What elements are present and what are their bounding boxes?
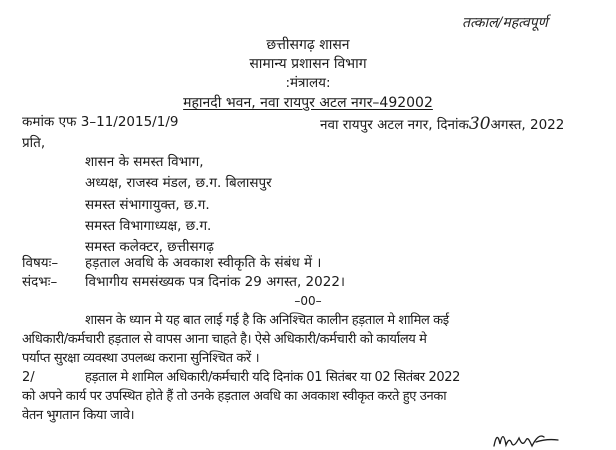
subject-text: हड़ताल अवधि के अवकाश स्वीकृति के संबंध में ।: [85, 255, 322, 271]
paragraph-2-line: को अपने कार्य पर उपस्थित होते हैं तो उनके हड़ताल अवधि का अवकाश स्वीकृत करते हुए उनका: [22, 389, 447, 404]
recipient-item: समस्त विभागाध्यक्ष, छ.ग.: [85, 218, 212, 234]
recipient-item: समस्त कलेक्टर, छत्तीसगढ़: [85, 239, 214, 255]
handwritten-day: 30: [468, 114, 491, 134]
paragraph-2-line: वेतन भुगतान किया जावे।: [22, 408, 135, 423]
recipient-item: समस्त संभागायुक्त, छ.ग.: [85, 197, 210, 213]
paragraph-1-line: अधिकारी/कर्मचारी हड़ताल से वापस आना चाहते है। ऐसे अधिकारी/कर्मचारी को कार्यालय मे: [22, 332, 427, 347]
place-date: [320, 116, 564, 133]
signature: [492, 428, 562, 450]
subject-label: विषयः–: [22, 255, 59, 271]
priority-mark: तत्काल/महत्वपूर्ण: [462, 15, 548, 31]
paragraph-2-line: हड़ताल मे शामिल अधिकारी/कर्मचारी यदि दिनांक 01 सितंबर या 02 सितंबर 2022: [85, 370, 460, 385]
paragraph-2-number: 2/: [22, 370, 35, 385]
ministry-label: :मंत्रालय:: [285, 75, 331, 91]
govt-title: छत्तीसगढ़ शासन: [266, 37, 350, 53]
reference-number: कमांक एफ 3–11/2015/1/9: [22, 114, 179, 130]
reference-text: विभागीय समसंख्यक पत्र दिनांक 29 अगस्त, 2022।: [85, 274, 346, 290]
recipient-item: अध्यक्ष, राजस्व मंडल, छ.ग. बिलासपुर: [85, 175, 272, 191]
date-suffix: अगस्त, 2022: [490, 117, 565, 133]
paragraph-1-line: पर्याप्त सुरक्षा व्यवस्था उपलब्ध कराना सुनिश्चित करें ।: [22, 351, 260, 366]
office-address: महानदी भवन, नवा रायपुर अटल नगर–492002: [183, 95, 433, 111]
paragraph-1-line: शासन के ध्यान मे यह बात लाई गई है कि अनिश्चित कालीन हड़ताल मे शामिल कई: [85, 313, 449, 328]
department-title: सामान्य प्रशासन विभाग: [249, 56, 367, 72]
separator: –00–: [294, 294, 322, 308]
recipient-item: शासन के समस्त विभाग,: [85, 154, 204, 170]
place-date-prefix: नवा रायपुर अटल नगर, दिनांक: [320, 117, 469, 133]
to-label: प्रति,: [22, 135, 46, 151]
reference-label: संदभः–: [22, 274, 58, 290]
